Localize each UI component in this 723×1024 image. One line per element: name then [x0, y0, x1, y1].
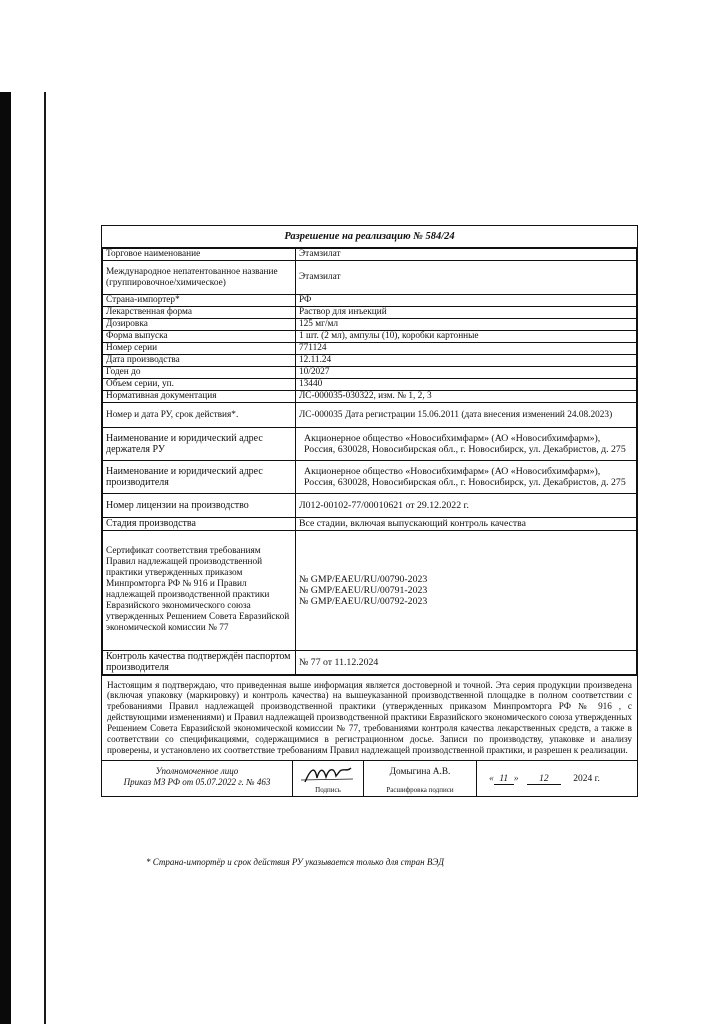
handwritten-signature — [293, 762, 363, 786]
table-row — [103, 307, 637, 319]
signature-caption: Подпись — [315, 785, 341, 794]
row-value: РФ — [296, 295, 637, 307]
row-label: Годен до — [103, 367, 296, 379]
date-year: 2024 г. — [573, 773, 600, 784]
signatory-order: Приказ МЗ РФ от 05.07.2022 г. № 463 — [123, 776, 271, 787]
date-cell — [477, 761, 637, 796]
name-caption: Расшифровка подписи — [386, 785, 454, 794]
date-day: 11 — [494, 774, 514, 785]
row-label: Номер лицензии на производство — [103, 494, 296, 518]
quote-close: » — [513, 773, 519, 784]
document-frame — [101, 225, 638, 797]
row-value: 10/2027 — [296, 367, 637, 379]
row-label: Торговое наименование — [103, 249, 296, 261]
table-row — [103, 367, 637, 379]
table-row — [103, 331, 637, 343]
row-value: 125 мг/мл — [296, 319, 637, 331]
name-cell — [364, 761, 477, 796]
row-value: Акционерное общество «Новосибхимфарм» (АО «Новосибхимфарм»), Россия, 630028, Новосибирская обл., г. Новосибирск, ул. Декабристов, д. 275 — [296, 428, 637, 461]
row-value: 771124 — [296, 343, 637, 355]
date-month: 12 — [527, 774, 561, 785]
table-row — [103, 355, 637, 367]
row-value: Акционерное общество «Новосибхимфарм» (АО «Новосибхимфарм»), Россия, 630028, Новосибирская обл., г. Новосибирск, ул. Декабристов, д. 275 — [296, 461, 637, 494]
row-value: Раствор для инъекций — [296, 307, 637, 319]
row-label: Номер и дата РУ, срок действия*. — [103, 403, 296, 428]
row-label: Страна-импортер* — [103, 295, 296, 307]
row-label: Лекарственная форма — [103, 307, 296, 319]
row-label: Международное непатентованное название (группировочное/химическое) — [103, 261, 296, 295]
row-label: Форма выпуска — [103, 331, 296, 343]
table-row — [103, 650, 637, 674]
table-row — [103, 343, 637, 355]
row-label: Дозировка — [103, 319, 296, 331]
table-row — [103, 494, 637, 518]
table-row — [103, 319, 637, 331]
signature-date — [489, 774, 600, 785]
document-title: Разрешение на реализацию № 584/24 — [102, 226, 637, 248]
row-value: ЛС-000035 Дата регистрации 15.06.2011 (дата внесения изменений 24.08.2023) — [296, 403, 637, 428]
row-value: Все стадии, включая выпускающий контроль качества — [296, 518, 637, 531]
table-row — [103, 295, 637, 307]
table-row — [103, 461, 637, 494]
signatory-name: Домыгина А.В. — [389, 766, 451, 777]
table-row — [103, 379, 637, 391]
row-label: Сертификат соответствия требованиям Правил надлежащей производственной практики утвержденных приказом Минпромторга РФ № 916 и Правил надлежащей производственной практики Евразийского экономического союза утвержденных Решением Совета Евразийской экономической комиссии № 77 — [103, 530, 296, 650]
scan-margin-line — [44, 92, 46, 1024]
row-label: Стадия производства — [103, 518, 296, 531]
row-value: № 77 от 11.12.2024 — [296, 650, 637, 674]
row-value: Этамзилат — [296, 261, 637, 295]
row-value: Этамзилат — [296, 249, 637, 261]
row-label: Объем серии, уп. — [103, 379, 296, 391]
confirmation-statement: Настоящим я подтверждаю, что приведенная выше информация является достоверной и точной. Эта серия продукции произведена (включая упаковку (маркировку) и контроль качества) на вышеуказанной производственной площадке в полном соответствии с требованиями Правил надлежащей производственной практики (утвержденных приказом Минпромторга РФ № 916 , с действующими изменениями) и Правил надлежащей производственной практики Евразийского экономического союза утвержденных Решением Совета Евразийской экономической комиссии № 77, требованиями контроля качества лекарственных средств, а также в соответствии со спецификациями, содержащимися в регистрационном досье. Записи по производству, упаковке и анализу проверены, и установлено их соответствие требованиям Правил надлежащей производственной практики, и разрешен к реализации. — [102, 675, 637, 760]
signatory-title: Уполномоченное лицо — [155, 765, 239, 776]
scan-edge-bar — [0, 92, 11, 1024]
quote-open: « — [489, 773, 494, 784]
table-row — [103, 518, 637, 531]
row-value: ЛС-000035-030322, изм. № 1, 2, 3 — [296, 391, 637, 403]
row-label: Нормативная документация — [103, 391, 296, 403]
row-label: Наименование и юридический адрес производителя — [103, 461, 296, 494]
row-value: № GMP/EAEU/RU/00790-2023 № GMP/EAEU/RU/00791-2023 № GMP/EAEU/RU/00792-2023 — [296, 530, 637, 650]
table-row — [103, 391, 637, 403]
table-row — [103, 403, 637, 428]
signature-block — [102, 760, 637, 796]
row-label: Номер серии — [103, 343, 296, 355]
signatory-role — [102, 761, 293, 796]
table-row — [103, 261, 637, 295]
table-row — [103, 428, 637, 461]
row-value: 12.11.24 — [296, 355, 637, 367]
release-permit-document — [101, 225, 638, 797]
product-info-table — [102, 248, 637, 675]
row-value: 13440 — [296, 379, 637, 391]
footnote: * Страна-импортёр и срок действия РУ указывается только для стран ВЭД — [146, 857, 444, 867]
row-value: 1 шт. (2 мл), ампулы (10), коробки картонные — [296, 331, 637, 343]
row-label: Дата производства — [103, 355, 296, 367]
signature-cell — [293, 761, 364, 796]
row-label: Контроль качества подтверждён паспортом производителя — [103, 650, 296, 674]
row-value: Л012-00102-77/00010621 от 29.12.2022 г. — [296, 494, 637, 518]
table-row — [103, 530, 637, 650]
table-row — [103, 249, 637, 261]
row-label: Наименование и юридический адрес держателя РУ — [103, 428, 296, 461]
